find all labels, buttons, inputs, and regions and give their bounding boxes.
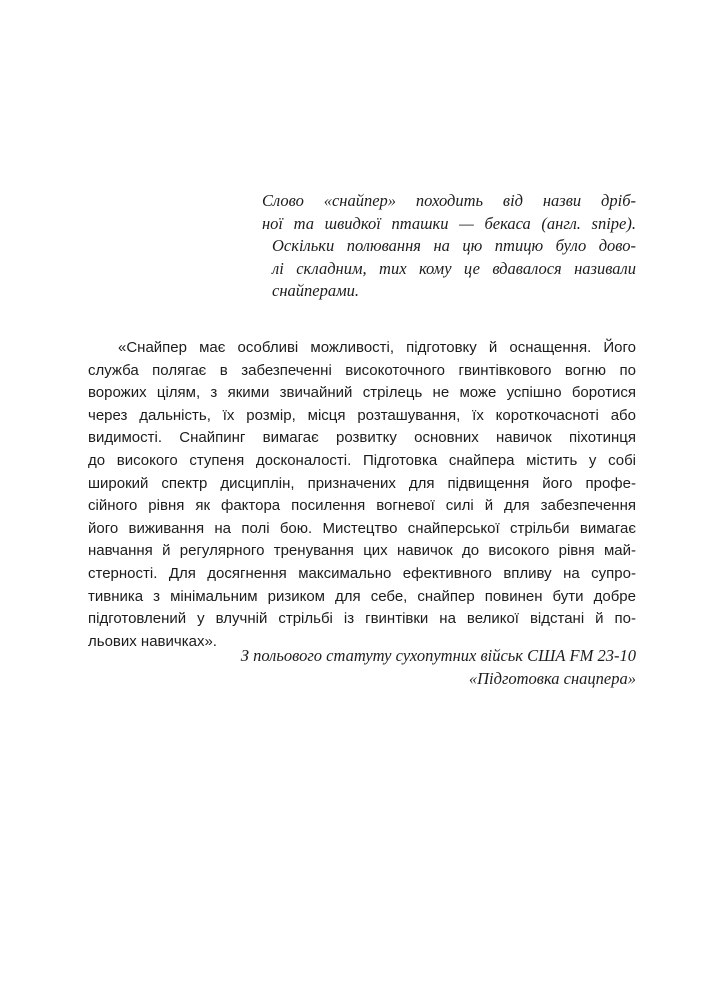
epigraph-line: Слово «снайпер» походить від назви дріб- <box>262 191 636 210</box>
source-line: «Підготовка снацпера» <box>468 668 636 688</box>
quote-source <box>150 645 636 690</box>
quote-line: підготовлений у влучній стрільбі із гвинтівки на великої відстані й по- <box>88 610 636 628</box>
quote-line: льових навичках». <box>88 632 217 650</box>
quote-line: широкий спектр дисциплін, призначених для підвищення його профе- <box>88 474 636 492</box>
quote-line: до високого ступеня досконалості. Підготовка снайпера містить у собі <box>88 451 636 469</box>
quote-line: служба полягає в забезпеченні високоточного гвинтівкового вогню по <box>88 361 636 379</box>
quote-line: стерності. Для досягнення максимально ефективного впливу на супро- <box>88 564 636 582</box>
quote-line: ворожих цілям, з якими звичайний стрілець не може успішно боротися <box>88 384 636 402</box>
quote-line: через дальність, їх розмір, місця розташування, їх короткочасноті або <box>88 406 636 424</box>
epigraph-line: Оскільки полювання на цю птицю було дово- <box>272 236 636 255</box>
quote-line: його виживання на полі бою. Мистецтво снайперської стрільби вимагає <box>88 519 636 537</box>
quote-line: видимості. Снайпинг вимагає розвитку основних навичок піхотинця <box>88 429 636 447</box>
quote-line: тивника з мінімальним ризиком для себе, снайпер повинен бути добре <box>88 587 636 605</box>
quote-line: «Снайпер має особливі можливості, підготовку й оснащення. Його <box>118 339 636 356</box>
quote-line: сійного рівня як фактора посилення вогневої силі й для забезпечення <box>88 497 636 515</box>
epigraph-line: ної та швидкої пташки — бекаса (англ. snipe). <box>262 213 636 233</box>
epigraph-line: снайперами. <box>272 281 359 300</box>
epigraph <box>262 190 636 303</box>
source-line: З польового статуту сухопутних військ США FM 23-10 <box>240 646 636 665</box>
quote-paragraph <box>88 337 636 653</box>
quote-line: навчання й регулярного тренування цих навичок до високого рівня май- <box>88 542 636 560</box>
epigraph-line: лі складним, тих кому це вдавалося називали <box>272 258 636 278</box>
